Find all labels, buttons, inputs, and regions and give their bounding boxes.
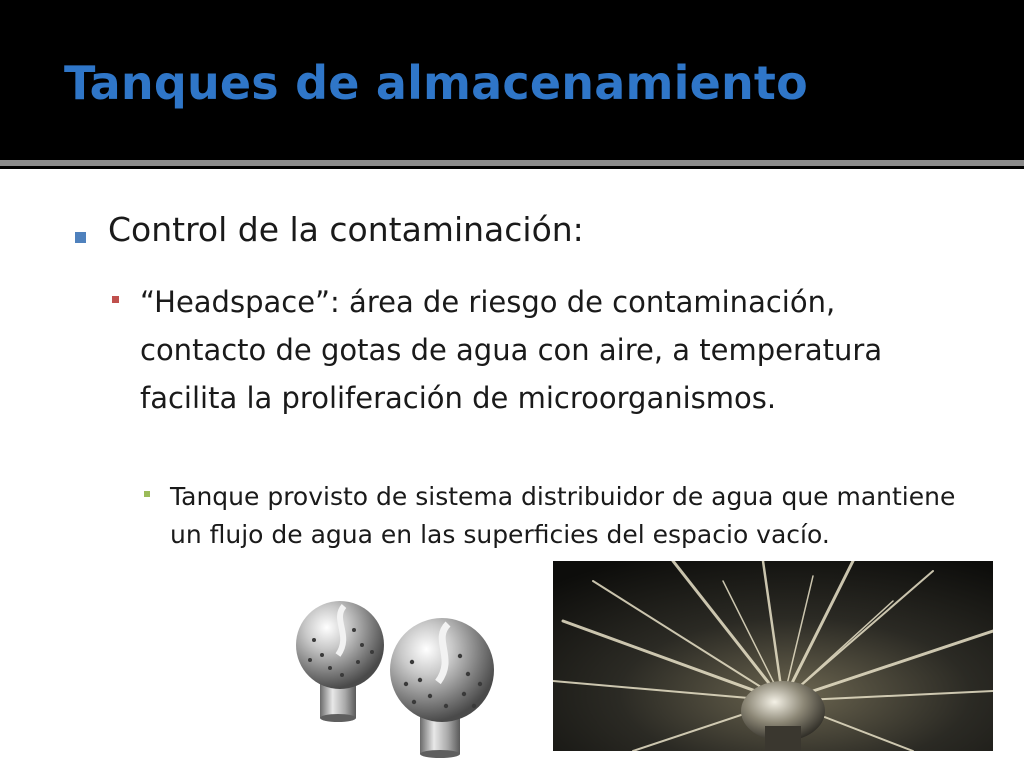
slide-header (0, 0, 1024, 160)
water-spray-image (553, 561, 993, 751)
bullet-level1-marker (75, 232, 86, 243)
slide-title: Tanques de almacenamiento (64, 56, 808, 110)
bullet-level3-marker (144, 491, 150, 497)
spray-ball-nozzles-image (292, 600, 512, 760)
bullet-level2-marker (112, 296, 119, 303)
bullet-level3-text: Tanque provisto de sistema distribuidor de agua que mantiene un flujo de agua en las superficies del espacio vacío. (170, 482, 956, 549)
bullet-level1-text: Control de la contaminación: (108, 210, 584, 249)
bullet-level2-text: “Headspace”: área de riesgo de contaminación, contacto de gotas de agua con aire, a temperatura facilita la proliferación de microorganismos. (140, 285, 883, 415)
